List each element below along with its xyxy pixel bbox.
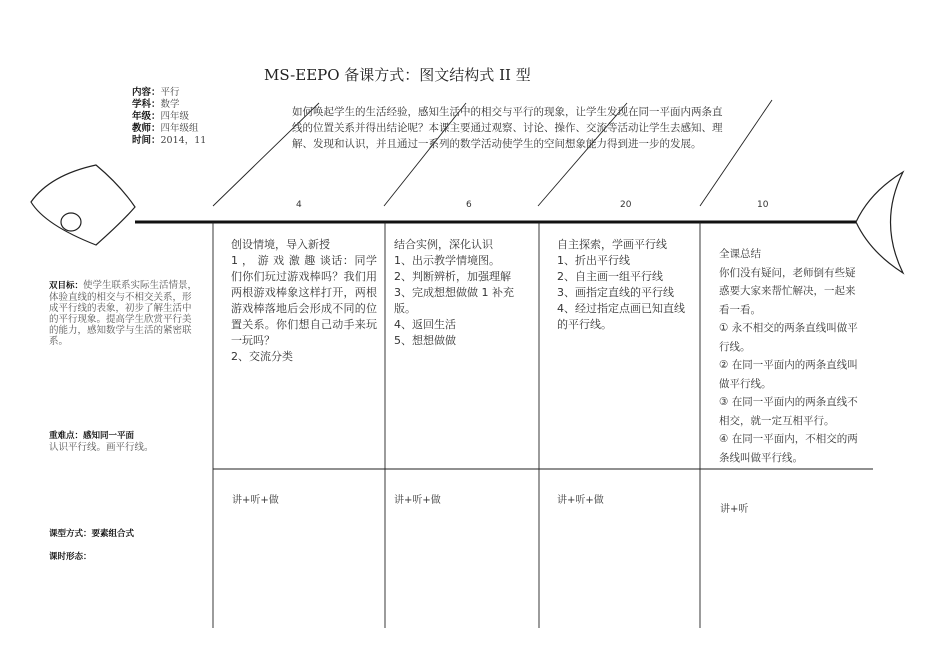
- meta-content: 内容：平行: [132, 87, 180, 98]
- column-3-line: 4、经过指定点画已知直线的平行线。: [557, 302, 685, 331]
- column-1-line: 2、交流分类: [231, 350, 293, 363]
- column-3-line: 3、画指定直线的平行线: [557, 286, 674, 299]
- page-title: MS-EEPO 备课方式：图文结构式 II 型: [264, 66, 531, 84]
- column-3-line: 2、自主画一组平行线: [557, 270, 663, 283]
- column-2-line: 1、出示教学情境图。: [394, 254, 500, 267]
- class-form: 课时形态：: [49, 552, 92, 562]
- column-2-line: 4、返回生活: [394, 318, 456, 331]
- meta-subject: 学科：数学: [132, 99, 180, 110]
- meta-teacher: 教师：四年级组: [132, 123, 199, 134]
- meta-grade: 年级：四年级: [132, 111, 190, 122]
- column-4-line: ① 永不相交的两条直线叫做平行线。: [719, 322, 858, 353]
- column-1-line: 1 ， 游 戏 激 趣 谈话：同学们你们玩过游戏棒吗？我们用两根游戏棒象这样打开，两根游戏棒落地后会形成不同的位置关系。你们想自己动手来玩一玩吗？: [231, 254, 377, 347]
- fish-eye: [61, 213, 81, 231]
- column-2-content: [394, 237, 534, 349]
- column-4-line: ④ 在同一平面内，不相交的两条线叫做平行线。: [719, 433, 858, 464]
- column-1-heading: 创设情境，导入新授: [231, 238, 330, 251]
- activity-4: 讲+听: [720, 504, 749, 515]
- activity-3: 讲+听+做: [557, 495, 604, 506]
- meta-time: 时间：2014，11: [132, 135, 207, 146]
- column-3-heading: 自主探索，学画平行线: [557, 238, 667, 251]
- column-2-line: 5、想想做做: [394, 334, 456, 347]
- column-4-heading: 全课总结: [719, 248, 761, 260]
- column-2-line: 2、判断辨析，加强理解: [394, 270, 511, 283]
- dual-goals: 双目标：使学生联系实际生活情景，体验直线的相交与不相交关系，形成平行线的表象，初步了解生活中的平行现象。提高学生欣赏平行美的能力，感知数学与生活的紧密联系。: [49, 280, 198, 347]
- column-4-content: [719, 245, 865, 467]
- column-4-line: ② 在同一平面内的两条直线叫做平行线。: [719, 359, 858, 390]
- spine-number-1: 4: [296, 200, 302, 210]
- column-2-heading: 结合实例，深化认识: [394, 238, 493, 251]
- column-4-line: 你们没有疑问，老师倒有些疑惑要大家来帮忙解决，一起来看一看。: [719, 266, 856, 316]
- intro-paragraph: 如何唤起学生的生活经验，感知生活中的相交与平行的现象，让学生发现在同一平面内两条直线的位置关系并得出结论呢？本课主要通过观察、讨论、操作、交流等活动让学生去感知、理解、发现和认识，并且通过一系列的数学活动使学生的空间想象能力得到进一步的发展。: [292, 106, 723, 150]
- column-4-line: ③ 在同一平面内的两条直线不相交，就一定互相平行。: [719, 396, 858, 427]
- column-2-line: 3、完成想想做做 1 补充版。: [394, 286, 514, 315]
- course-type: 课型方式：要素组合式: [49, 529, 135, 539]
- activity-1: 讲+听+做: [232, 495, 279, 506]
- activity-2: 讲+听+做: [394, 495, 441, 506]
- key-points: 重难点：感知同一平面 认识平行线。画平行线。: [49, 431, 154, 453]
- spine-number-4: 10: [757, 200, 769, 210]
- spine-number-3: 20: [620, 200, 632, 210]
- spine-number-2: 6: [466, 200, 472, 210]
- column-3-line: 1、折出平行线: [557, 254, 630, 267]
- column-3-content: [557, 237, 687, 333]
- fish-head-outline: [31, 165, 135, 245]
- column-1-content: [231, 237, 377, 365]
